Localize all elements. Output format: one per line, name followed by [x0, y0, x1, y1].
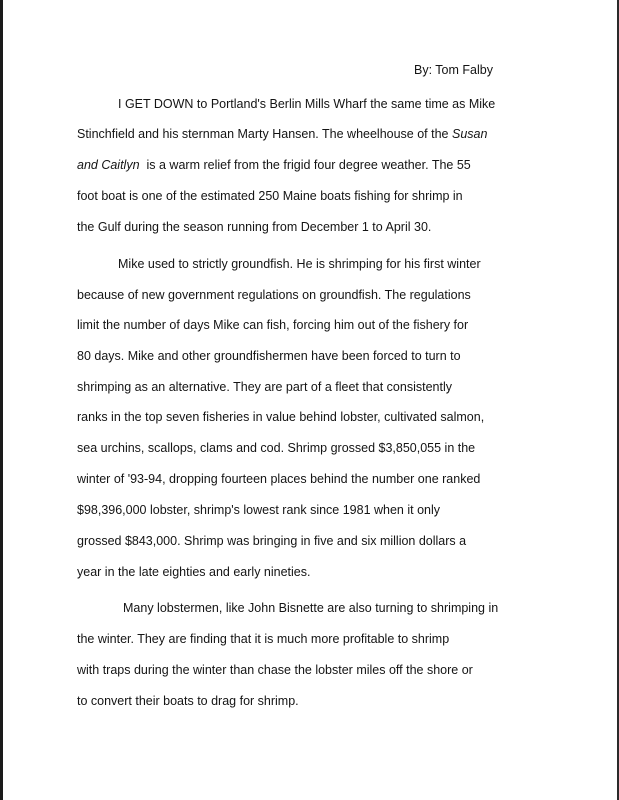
- paragraph-1-line-4: foot boat is one of the estimated 250 Maine boats fishing for shrimp in: [77, 189, 463, 203]
- paragraph-1-line-5: the Gulf during the season running from December 1 to April 30.: [77, 220, 432, 234]
- paragraph-2-line-10: grossed $843,000. Shrimp was bringing in five and six million dollars a: [77, 534, 467, 548]
- paragraph-1-line-2: [77, 126, 487, 142]
- paragraph-2-line-4: 80 days. Mike and other groundfishermen have been forced to turn to: [77, 349, 461, 363]
- paragraph-2-line-8: winter of '93-94, dropping fourteen places behind the number one ranked: [77, 472, 481, 486]
- byline: By: Tom Falby: [414, 63, 493, 77]
- paragraph-2-line-2: because of new government regulations on groundfish. The regulations: [77, 288, 471, 302]
- paragraph-3-line-1: Many lobstermen, like John Bisnette are also turning to shrimping in: [123, 601, 499, 615]
- scan-edge-left: [0, 0, 3, 800]
- paragraph-3-line-2: the winter. They are finding that it is much more profitable to shrimp: [77, 632, 450, 646]
- paragraph-2-line-1: Mike used to strictly groundfish. He is shrimping for his first winter: [118, 257, 481, 271]
- paragraph-2-line-5: shrimping as an alternative. They are part of a fleet that consistently: [77, 380, 452, 394]
- paragraph-2-line-7: sea urchins, scallops, clams and cod. Shrimp grossed $3,850,055 in the: [77, 441, 476, 455]
- paragraph-1-line-1: I GET DOWN to Portland's Berlin Mills Wharf the same time as Mike: [118, 97, 496, 111]
- paragraph-2-line-6: ranks in the top seven fisheries in value behind lobster, cultivated salmon,: [77, 410, 485, 424]
- paragraph-3-line-3: with traps during the winter than chase the lobster miles off the shore or: [77, 663, 473, 677]
- paragraph-1-line-2-text: Stinchfield and his sternman Marty Hansen. The wheelhouse of the: [77, 127, 449, 141]
- paragraph-1-line-3: [77, 157, 471, 173]
- boat-name-part-2: and Caitlyn: [77, 158, 140, 172]
- boat-name-part-1: Susan: [452, 127, 488, 141]
- paragraph-2-line-9: $98,396,000 lobster, shrimp's lowest rank since 1981 when it only: [77, 503, 441, 517]
- paragraph-2-line-11: year in the late eighties and early nineties.: [77, 565, 311, 579]
- paragraph-1-line-3-text: is a warm relief from the frigid four degree weather. The 55: [146, 158, 471, 172]
- paragraph-2-line-3: limit the number of days Mike can fish, forcing him out of the fishery for: [77, 318, 469, 332]
- paragraph-3-line-4: to convert their boats to drag for shrimp.: [77, 694, 299, 708]
